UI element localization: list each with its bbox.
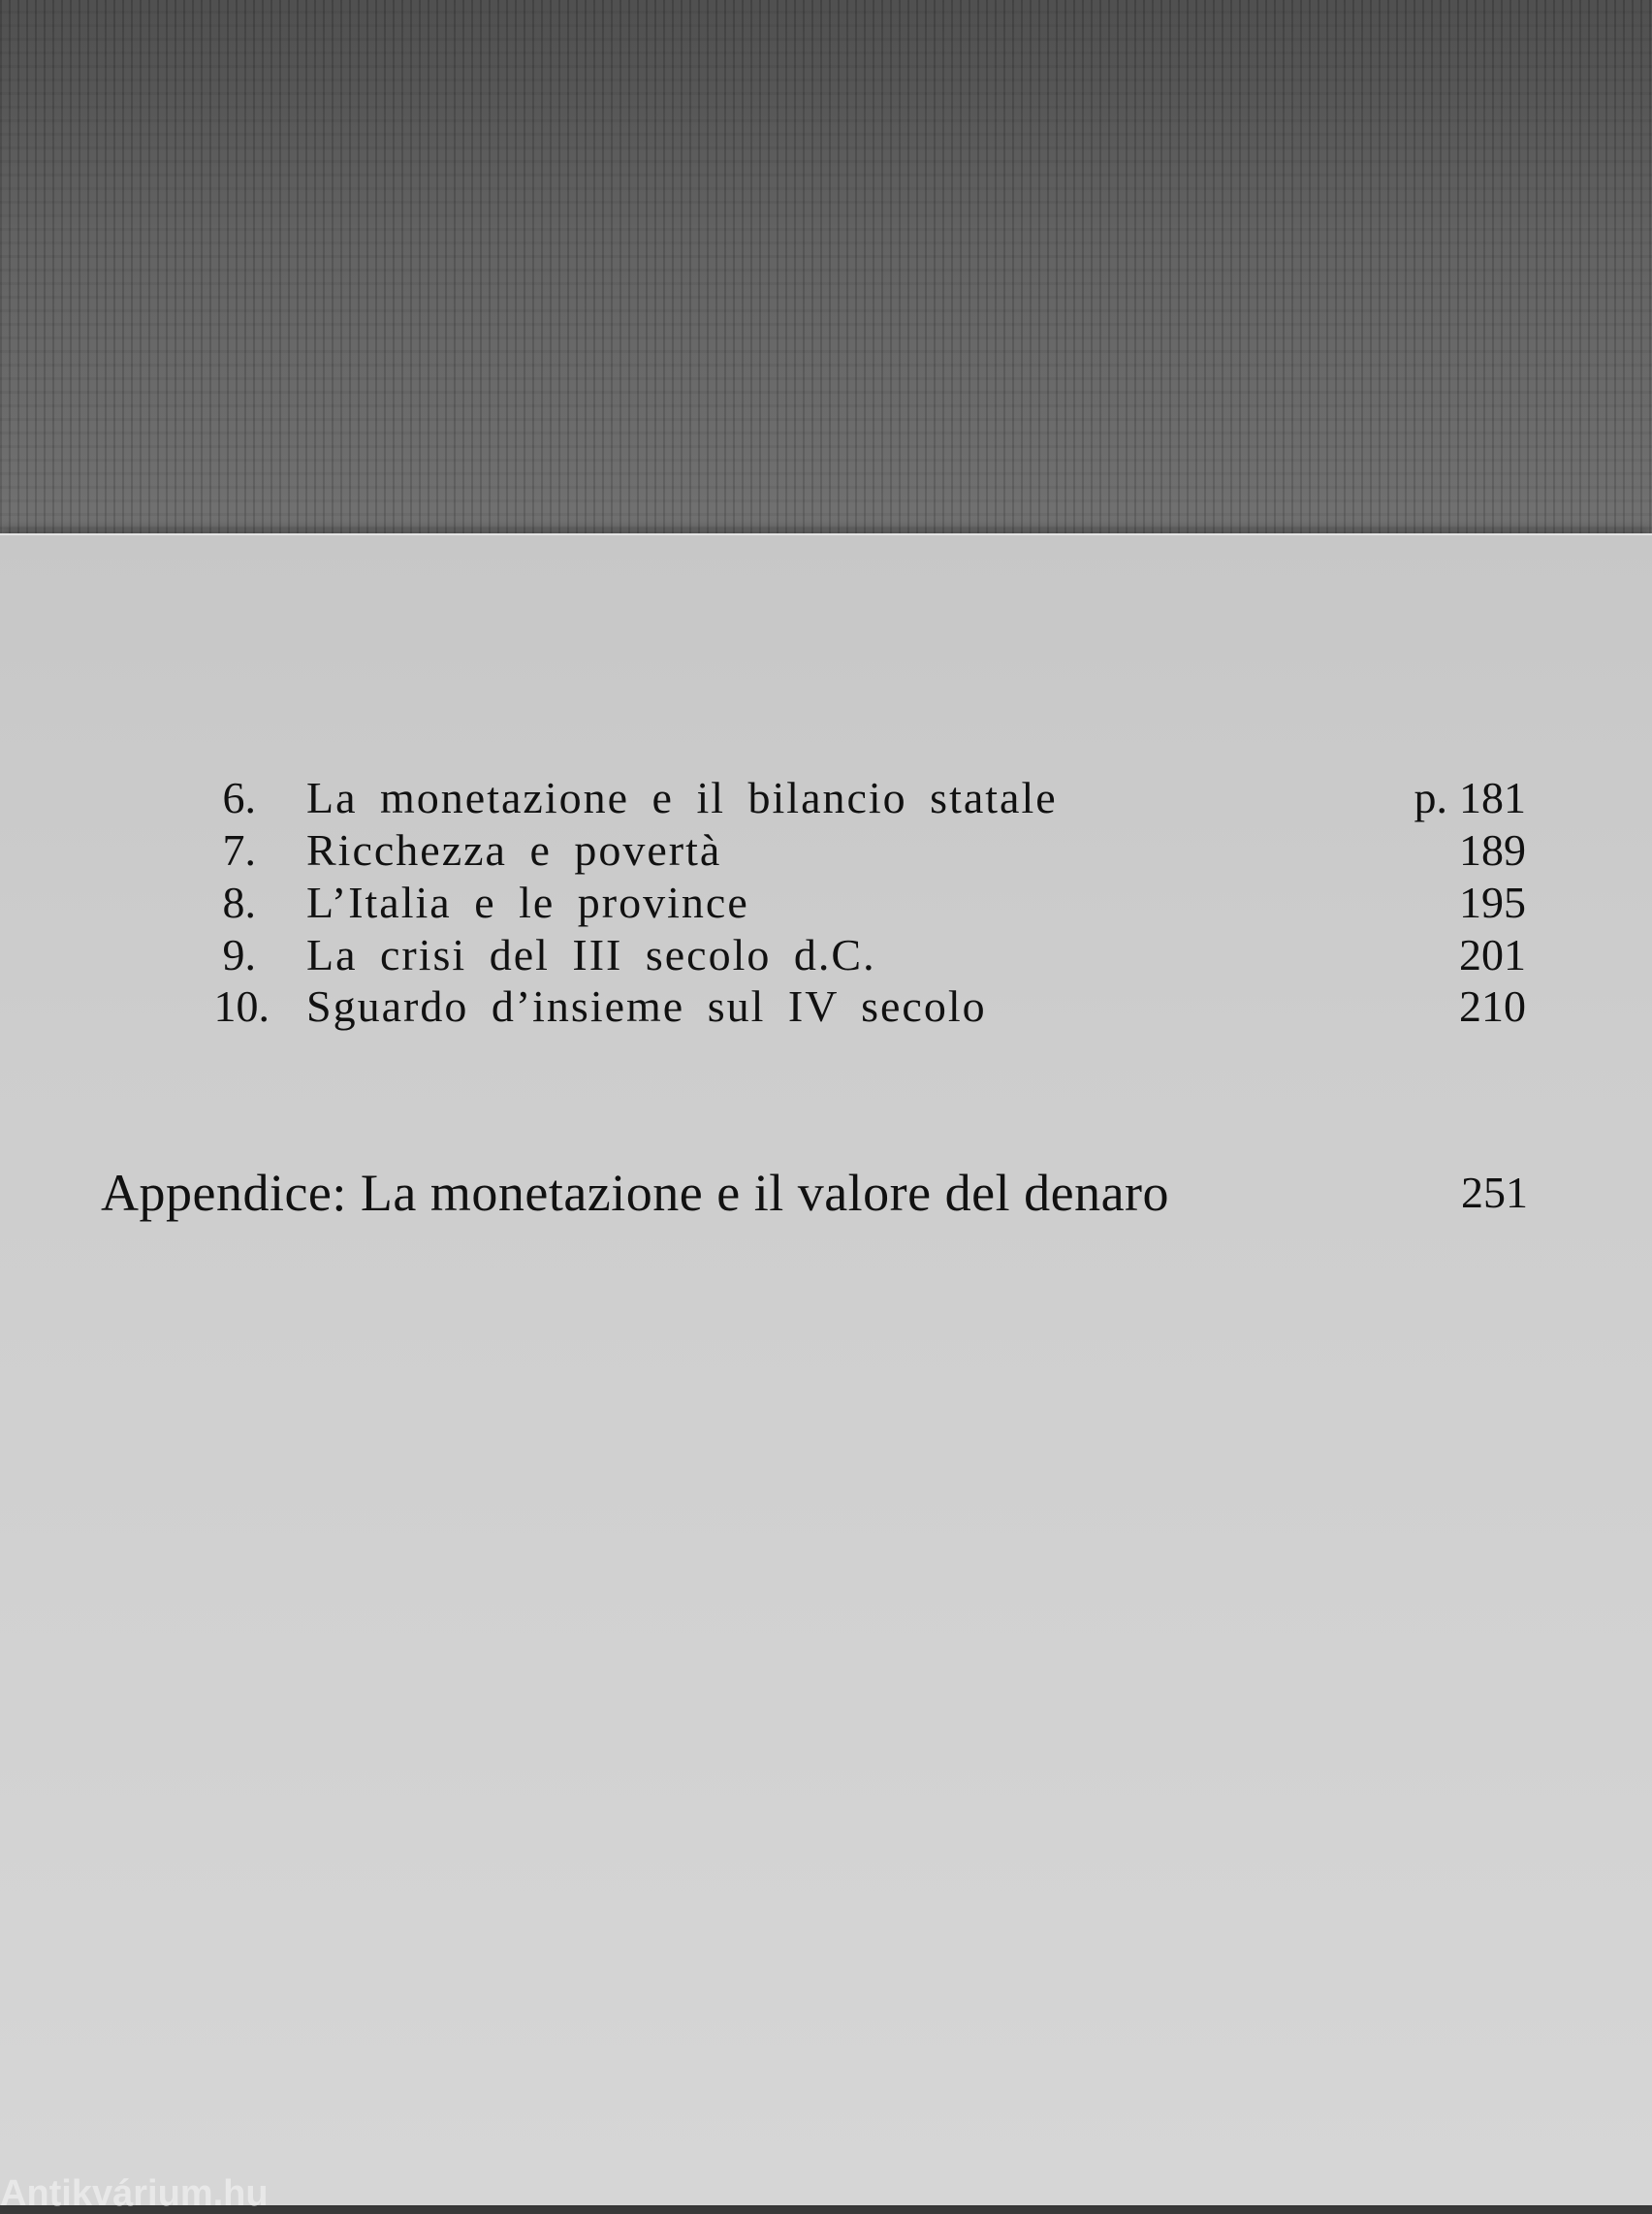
toc-entry-6[interactable] (0, 771, 1652, 825)
watermark: Antikvárium.hu (0, 2173, 269, 2214)
toc-entry-page: 210 (1459, 981, 1526, 1031)
toc-entry-title: L’Italia e le province (306, 878, 749, 927)
toc-entry-page (1414, 771, 1527, 825)
toc-entry-8[interactable] (0, 876, 1652, 930)
toc-entry-page: 201 (1459, 930, 1526, 979)
page-prefix: p. (1414, 773, 1447, 822)
toc-entry-10[interactable] (0, 979, 1652, 1034)
toc-entry-number: 9. (222, 930, 256, 979)
desk-background (0, 0, 1652, 543)
appendix-page: 251 (1461, 1168, 1528, 1217)
toc-entry-page: 195 (1459, 878, 1526, 927)
toc-entry-number: 8. (222, 878, 256, 927)
page-number: 181 (1459, 773, 1526, 822)
toc-entry-number: 7. (222, 825, 256, 875)
toc-entry-title: Ricchezza e povertà (306, 825, 722, 875)
toc-appendix[interactable] (0, 1159, 1652, 1227)
toc-entry-number: 6. (222, 773, 256, 822)
toc-entry-7[interactable] (0, 823, 1652, 878)
toc-entry-9[interactable] (0, 928, 1652, 982)
toc-entry-title: La monetazione e il bilancio statale (306, 773, 1058, 822)
appendix-title: Appendice: La monetazione e il valore del denaro (101, 1164, 1170, 1222)
toc-entry-title: La crisi del III secolo d.C. (306, 930, 876, 979)
toc-entry-page: 189 (1459, 825, 1526, 875)
toc-entry-number: 10. (213, 981, 270, 1031)
toc-entry-title: Sguardo d’insieme sul IV secolo (306, 981, 987, 1031)
